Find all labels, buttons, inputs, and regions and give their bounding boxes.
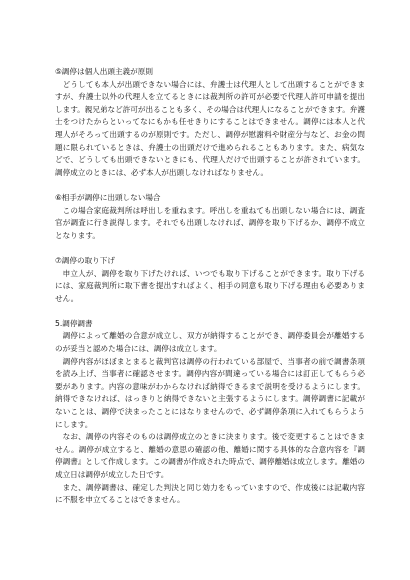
section-paragraph: どうしても本人が出頭できない場合には、弁護士は代理人として出頭することができますが、弁護士以外の代理人を立てるときには裁判所の許可が必要で代理人許可申請を提出します。親兄弟など許可が出ることも多く、その場合は代理人になることができます。弁護士をつけたからといってなにもかも任せきりにすることはできません。調停には本人と代理人がそろって出頭するのが原則です。ただし、調停が慰謝料や財産分与など、お金の問題に限られているときは、弁護士の出頭だけで進められることもあります。また、病気などで、どうしても出頭できないときにも、代理人だけで出頭することが許されています。調停成立のときには、必ず本人が出頭しなければなりません。 — [55, 79, 365, 177]
section-gap — [55, 179, 365, 192]
section-mediation-record — [55, 318, 365, 507]
section-heading: 5.調停調書 — [55, 318, 93, 328]
section-personal-appearance — [55, 66, 365, 179]
section-gap — [55, 305, 365, 318]
section-heading: ⑥相手が調停に出頭しない場合 — [55, 192, 161, 202]
section-opponent-absent — [55, 192, 365, 242]
section-withdrawal — [55, 255, 365, 305]
section-paragraph: また、調停調書は、確定した判決と同じ効力をもっていますので、作成後には記載内容に不服を申立てることはできません。 — [55, 482, 365, 505]
section-heading: ⑤調停は個人出頭主義が原則 — [55, 67, 153, 76]
section-paragraph: なお、調停の内容そのものは調停成立のときに決まります。後で変更することはできません。調停が成立すると、離婚の意思の確認の他、離婚に関する具体的な合意内容を『調停調書』として作成します。この調書が作成された時点で、調停離婚は成立します。離婚の成立日は調停が成立した日です。 — [55, 432, 365, 479]
section-heading: ⑦調停の取り下げ — [55, 255, 115, 265]
section-paragraph: 調停内容がほぼまとまると裁判官は調停の行われている部屋で、当事者の前で調書条項を読み上げ、当事者に確認させます。調停内容が間違っている場合には訂正してもらう必要があります。内容の意味がわからなければ納得できるまで説明を受けるようにします。納得できなければ、はっきりと納得できないと主張するようにします。調停調書に記載がないことは、調停で決まったことにはなりませんので、必ず調停条項に入れてもらうようにします。 — [55, 356, 365, 429]
section-paragraph: この場合家庭裁判所は呼出しを重ねます。呼出しを重ねても出頭しない場合には、調査官が調査に行き説得します。それでも出頭しなければ、調停を取り下げるか、調停不成立となります。 — [55, 205, 365, 240]
section-paragraph: 申立人が、調停を取り下げたければ、いつでも取り下げることができます。取り下げるには、家庭裁判所に取下書を提出すればよく、相手の同意も取り下げる理由も必要ありません。 — [55, 268, 365, 303]
section-paragraph: 調停によって離婚の合意が成立し、双方が納得することができ、調停委員会が離婚するのが妥当と認めた場合には、調停は成立します。 — [55, 331, 365, 354]
section-gap — [55, 242, 365, 255]
document-page — [55, 66, 365, 507]
